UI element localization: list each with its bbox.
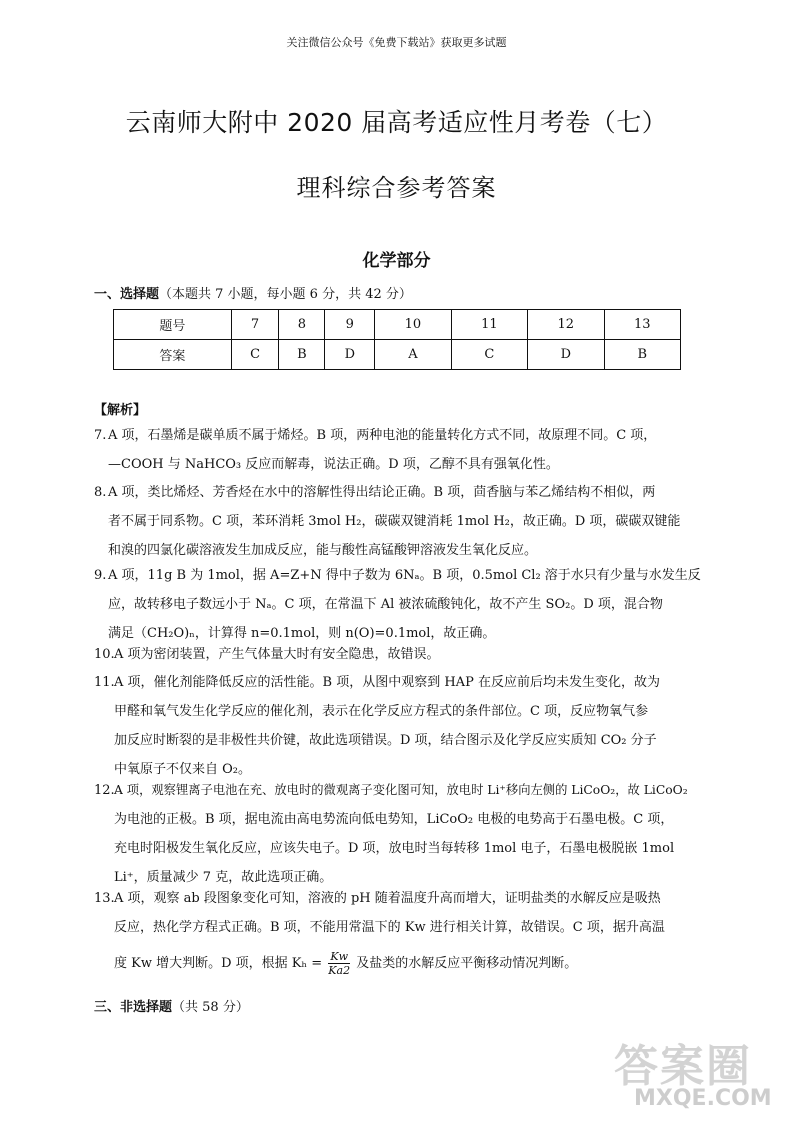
row-label-answer: 答案 (114, 340, 232, 370)
question-line: A 项为密闭装置，产生气体量大时有安全隐患，故错误。 (114, 647, 440, 662)
answer-table (113, 309, 681, 370)
document-title: 云南师大附中 2020 届高考适应性月考卷（七） (125, 108, 668, 137)
question-12 (94, 776, 700, 892)
part3-heading (94, 996, 249, 1015)
question-line: 反应，热化学方程式正确。B 项，不能用常温下的 Kw 进行相关计算，故错误。C 项，据升高温 (114, 920, 665, 935)
formula-suffix: 及盐类的水解反应平衡移动情况判断。 (356, 956, 578, 971)
question-8 (94, 478, 700, 565)
answer-table-answer-row (114, 340, 681, 370)
part1-note: （本题共 7 小题，每小题 6 分，共 42 分） (159, 287, 412, 302)
question-line: 充电时阳极发生氧化反应，应该失电子。D 项，放电时当每转移 1mol 电子，石墨电极脱嵌 1mol (114, 841, 675, 856)
formula-prefix: 度 Kw 增大判断。D 项，根据 Kₕ = (114, 956, 323, 971)
question-line: 应，故转移电子数远小于 Nₐ。C 项，在常温下 Al 被浓硫酸钝化，故不产生 SO₂。D 项，混合物 (108, 597, 663, 612)
analysis-tag: 【解析】 (94, 403, 147, 418)
question-line: 中氧原子不仅来自 O₂。 (114, 762, 252, 777)
answer-cell: A (375, 340, 451, 370)
question-line: A 项，石墨烯是碳单质不属于烯烃。B 项，两种电池的能量转化方式不同，故原理不同。C 项， (108, 428, 657, 443)
question-number: 9. (94, 568, 107, 583)
number-cell: 7 (231, 310, 279, 340)
number-cell: 8 (279, 310, 325, 340)
answer-cell: D (528, 340, 604, 370)
watermark-logo: 答案圈 (614, 1041, 752, 1092)
number-cell: 12 (528, 310, 604, 340)
answer-cell: C (231, 340, 279, 370)
question-11 (94, 668, 700, 784)
answer-cell: B (279, 340, 325, 370)
number-cell: 10 (375, 310, 451, 340)
question-line: A 项，观察锂离子电池在充、放电时的微观离子变化图可知，放电时 Li⁺移向左侧的 LiCoO₂，故 LiCoO₂ (114, 783, 688, 797)
question-line: Li⁺，质量减少 7 克，故此选项正确。 (114, 870, 333, 885)
number-cell: 13 (604, 310, 680, 340)
question-line: A 项，11g B 为 1mol，据 A=Z+N 得中子数为 6Nₐ。B 项，0.5mol Cl₂ 溶于水只有少量与水发生反 (108, 568, 701, 583)
answer-cell: B (604, 340, 680, 370)
question-10 (94, 640, 700, 669)
hydrolysis-constant-fraction (328, 950, 350, 977)
question-number: 8. (94, 485, 107, 500)
question-line: 甲醛和氧气发生化学反应的催化剂，表示在化学反应方程式的条件部位。C 项，反应物氧气参 (114, 704, 649, 719)
question-number: 7. (94, 428, 107, 443)
part1-label: 一、选择题 (94, 287, 160, 302)
question-line-with-formula (94, 942, 700, 986)
document-subtitle: 理科综合参考答案 (296, 174, 497, 202)
row-label-number: 题号 (114, 310, 232, 340)
part3-note: （共 58 分） (172, 1000, 249, 1015)
question-number: 12. (94, 783, 115, 798)
fraction-numerator: Kw (330, 950, 348, 963)
question-line: 加反应时断裂的是非极性共价键，故此选项错误。D 项，结合图示及化学反应实质知 CO₂ 分子 (114, 733, 657, 748)
question-line: 者不属于同系物。C 项，苯环消耗 3mol H₂，碳碳双键消耗 1mol H₂，故正确。D 项，碳碳双键能 (108, 514, 681, 529)
question-line: 满足（CH₂O)ₙ，计算得 n=0.1mol，则 n(O)=0.1mol，故正确。 (108, 626, 496, 641)
question-line: A 项，催化剂能降低反应的活性能。B 项，从图中观察到 HAP 在反应前后均未发生变化，故为 (114, 675, 660, 690)
question-line: —COOH 与 NaHCO₃ 反应而解毒，说法正确。D 项，乙醇不具有强氧化性。 (108, 457, 559, 472)
number-cell: 9 (325, 310, 375, 340)
question-line: A 项，类比烯烃、芳香烃在水中的溶解性得出结论正确。B 项，茴香脑与苯乙烯结构不相似，两 (108, 485, 656, 500)
question-number: 13. (94, 891, 115, 906)
question-line: 为电池的正极。B 项，据电流由高电势流向低电势知，LiCoO₂ 电极的电势高于石墨电极。C 项， (114, 812, 674, 827)
number-cell: 11 (451, 310, 527, 340)
watermark-site: MXQE.COM (634, 1086, 772, 1111)
part3-label: 三、非选择题 (94, 1000, 173, 1015)
question-number: 11. (94, 675, 115, 690)
answer-table-number-row (114, 310, 681, 340)
question-13 (94, 884, 700, 986)
question-number: 10. (94, 647, 115, 662)
question-7 (94, 421, 700, 479)
answer-cell: C (451, 340, 527, 370)
question-9 (94, 561, 700, 648)
answer-cell: D (325, 340, 375, 370)
section-title: 化学部分 (362, 251, 431, 271)
question-line: 和溴的四氯化碳溶液发生加成反应，能与酸性高锰酸钾溶液发生氧化反应。 (108, 543, 538, 558)
part1-heading (94, 283, 412, 302)
question-line: A 项，观察 ab 段图象变化可知，溶液的 pH 随着温度升高而增大，证明盐类的水解反应是吸热 (114, 891, 661, 906)
header-note: 关注微信公众号《免费下载站》获取更多试题 (286, 36, 507, 49)
fraction-denominator: Ka2 (328, 964, 351, 977)
